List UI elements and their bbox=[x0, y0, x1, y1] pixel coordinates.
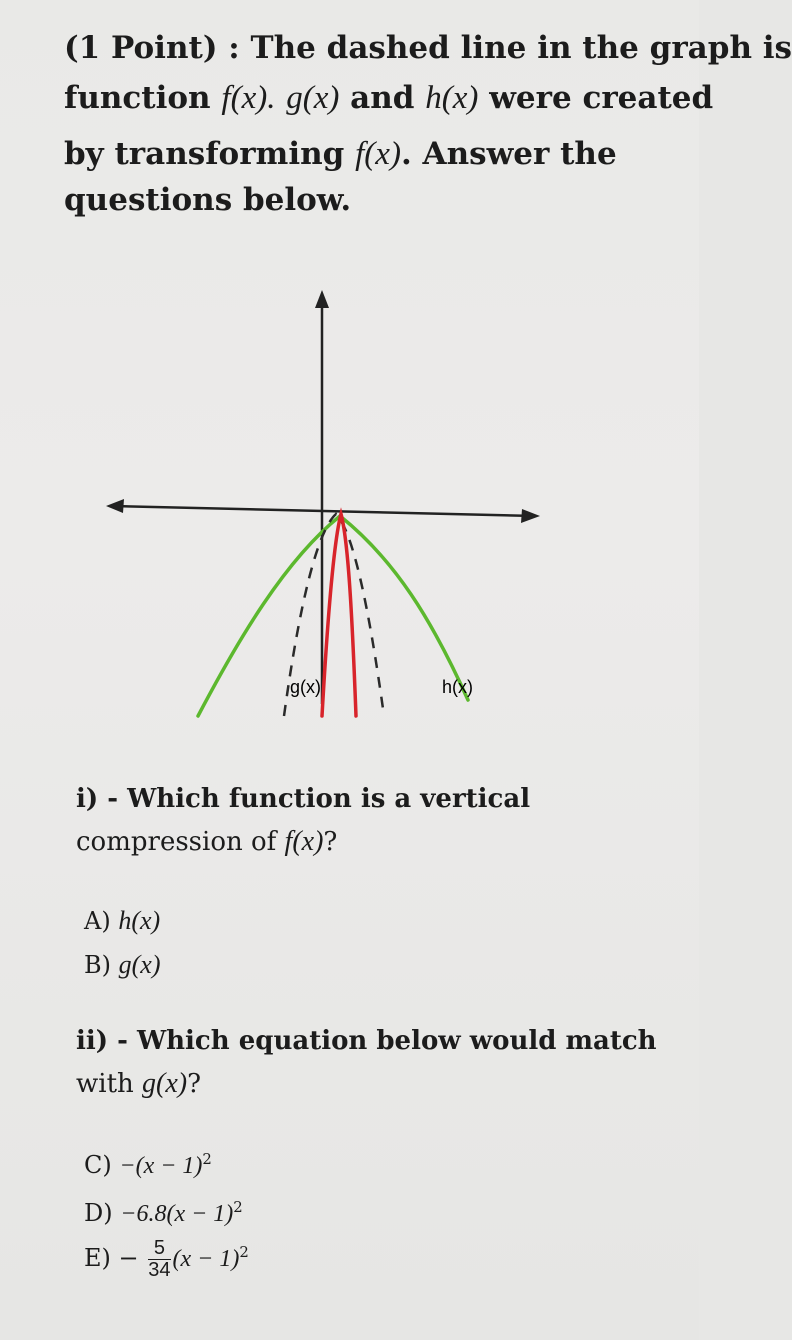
option-e[interactable] bbox=[84, 1238, 249, 1281]
option-e-expression: (x − 1) bbox=[172, 1246, 240, 1272]
intro-text-3b: . Answer the bbox=[400, 136, 617, 172]
question-2-line-1 bbox=[76, 1026, 657, 1056]
question-1-text-a: i) - Which function is a vertical bbox=[76, 784, 531, 814]
intro-text-2b: and bbox=[339, 80, 426, 116]
intro-text-4: questions below. bbox=[64, 182, 352, 218]
question-2-text-b: with bbox=[76, 1069, 143, 1099]
option-d-exponent: 2 bbox=[233, 1198, 243, 1216]
option-e-exponent: 2 bbox=[239, 1243, 249, 1261]
intro-text-2a: function bbox=[64, 80, 222, 116]
intro-text-1: (1 Point) : The dashed line in the graph is bbox=[64, 30, 792, 66]
question-1-qmark: ? bbox=[323, 827, 338, 857]
intro-fx-2: f(x) bbox=[355, 136, 401, 172]
option-b-letter: B) bbox=[84, 951, 111, 979]
question-2-qmark: ? bbox=[187, 1069, 202, 1099]
graph-label-h: h(x) bbox=[442, 677, 473, 697]
question-1-text-b: compression of bbox=[76, 827, 285, 857]
option-e-fraction bbox=[148, 1238, 170, 1281]
option-c[interactable] bbox=[84, 1150, 212, 1180]
x-axis bbox=[112, 506, 535, 516]
option-a-value: h(x) bbox=[118, 906, 161, 935]
option-e-letter: E) bbox=[84, 1244, 111, 1272]
y-axis-up-arrow bbox=[315, 290, 329, 308]
intro-text-2c: were created bbox=[478, 80, 714, 116]
option-c-letter: C) bbox=[84, 1151, 112, 1179]
question-2-gx: g(x) bbox=[142, 1068, 188, 1099]
intro-text-3a: by transforming bbox=[64, 136, 356, 172]
option-a[interactable] bbox=[84, 906, 160, 936]
intro-gx: g(x) bbox=[286, 80, 340, 116]
option-a-letter: A) bbox=[84, 907, 111, 935]
option-e-numerator: 5 bbox=[148, 1238, 170, 1260]
option-d[interactable] bbox=[84, 1198, 243, 1228]
option-b[interactable] bbox=[84, 950, 161, 980]
option-d-expression: −6.8(x − 1) bbox=[120, 1201, 234, 1227]
option-b-value: g(x) bbox=[118, 950, 161, 979]
question-2-line-2 bbox=[76, 1068, 201, 1100]
question-1-line-2 bbox=[76, 826, 337, 858]
graph-label-g: g(x) bbox=[290, 677, 321, 697]
intro-hx: h(x) bbox=[425, 80, 479, 116]
option-c-exponent: 2 bbox=[202, 1150, 212, 1168]
intro-fx: f(x). bbox=[221, 80, 276, 116]
question-1-line-1 bbox=[76, 784, 530, 814]
x-axis-left-arrow bbox=[106, 499, 124, 513]
option-d-letter: D) bbox=[84, 1199, 113, 1227]
outer-parabola-curve bbox=[198, 516, 468, 716]
question-1-fx: f(x) bbox=[284, 826, 324, 857]
option-e-sign: − bbox=[118, 1244, 139, 1272]
option-e-denominator: 34 bbox=[148, 1259, 171, 1281]
option-c-expression: −(x − 1) bbox=[119, 1153, 203, 1179]
x-axis-right-arrow bbox=[521, 509, 540, 523]
question-2-text-a: ii) - Which equation below would match bbox=[76, 1026, 657, 1056]
